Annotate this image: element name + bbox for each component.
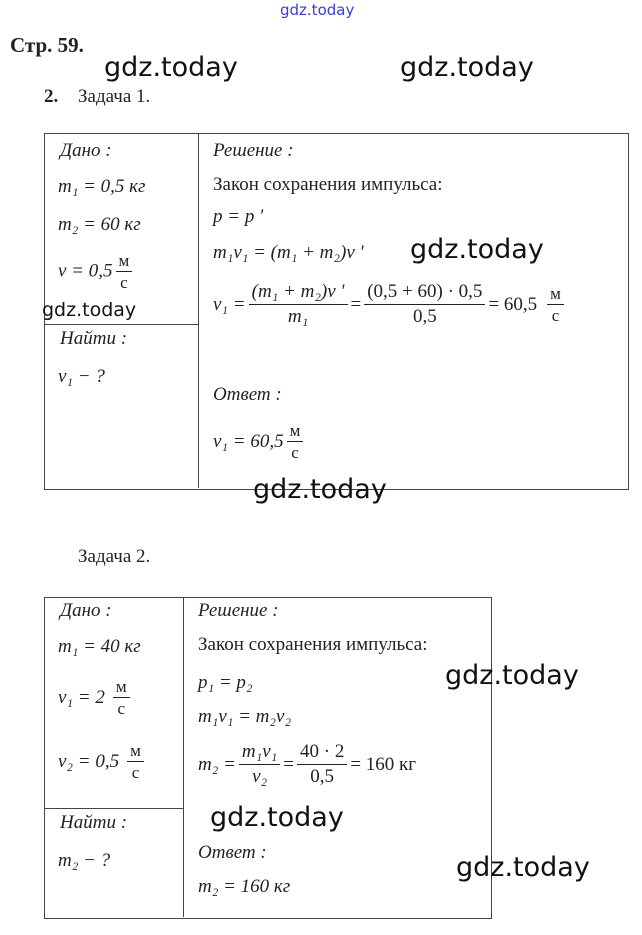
find-label: Найти :: [60, 812, 128, 833]
equation-3: v₁ = $\frac{\text{(m₁ + m₂)v '}}{\text{m₁}}$ = $\frac{(0,5 + 60) \cdot 0,5}{0,5}$ = 60,5 $\frac{м}{с}$: [213, 280, 567, 329]
divider: [183, 597, 184, 917]
given-v: v = 0,5 $\frac{м}{с}$: [58, 250, 135, 294]
watermark: gdz.today: [456, 852, 590, 883]
given-m1: m₁ = 40 кг: [58, 636, 141, 657]
find-value: m₂ − ?: [58, 850, 111, 871]
page-number: Стр. 59.: [10, 33, 84, 57]
solution-label: Решение :: [213, 140, 294, 161]
answer-value: v₁ = 60,5 $\frac{м}{с}$: [213, 420, 306, 464]
watermark: gdz.today: [445, 660, 579, 691]
given-m1: m₁ = 0,5 кг: [58, 176, 146, 197]
watermark: gdz.today: [280, 1, 355, 19]
law-text: Закон сохранения импульса:: [198, 634, 428, 655]
equation-3: m₂ = $\frac{\text{m₁v₁}}{\text{v₂}}$ = $\frac{40 \cdot 2}{0,5}$ = 160 кг: [198, 741, 417, 787]
answer-label: Ответ :: [213, 384, 282, 405]
equation-1: p = p ': [213, 206, 264, 227]
given-m2: m₂ = 60 кг: [58, 214, 141, 235]
given-v1: v₁ = 2 $\frac{м}{с}$: [58, 676, 133, 720]
divider: [198, 133, 199, 488]
divider: [44, 808, 183, 809]
given-label: Дано :: [60, 600, 112, 621]
law-text: Закон сохранения импульса:: [213, 174, 443, 195]
watermark: gdz.today: [253, 474, 387, 505]
watermark: gdz.today: [42, 299, 137, 321]
answer-label: Ответ :: [198, 842, 267, 863]
solution-label: Решение :: [198, 600, 279, 621]
given-label: Дано :: [60, 140, 112, 161]
equation-2: m₁v₁ = m₂v₂: [198, 706, 292, 727]
find-label: Найти :: [60, 328, 128, 349]
watermark: gdz.today: [210, 802, 344, 833]
answer-value: m₂ = 160 кг: [198, 876, 291, 897]
equation-2: m₁v₁ = (m₁ + m₂)v ': [213, 242, 364, 263]
equation-1: p₁ = p₂: [198, 672, 253, 693]
find-value: v₁ − ?: [58, 366, 105, 387]
watermark: gdz.today: [400, 52, 534, 83]
task1-title: Задача 1.: [78, 86, 151, 107]
exercise-number: 2.: [44, 86, 59, 107]
divider: [44, 324, 198, 325]
task2-title: Задача 2.: [78, 546, 151, 567]
watermark: gdz.today: [410, 234, 544, 265]
watermark: gdz.today: [104, 52, 238, 83]
given-v2: v₂ = 0,5 $\frac{м}{с}$: [58, 740, 147, 784]
